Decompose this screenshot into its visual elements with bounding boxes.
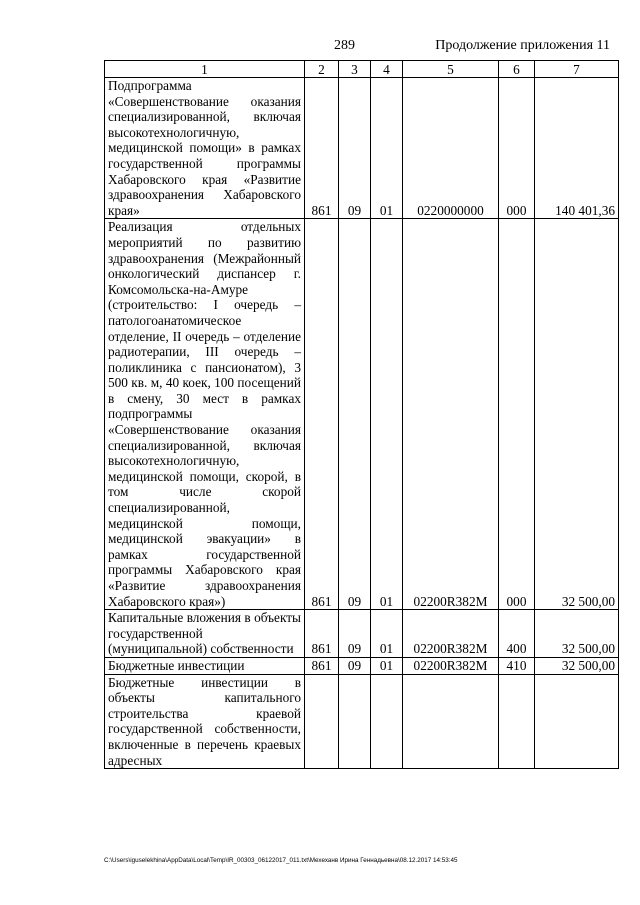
- table-row: [105, 219, 619, 610]
- subsection-code: 01: [371, 657, 403, 674]
- budget-table: [104, 60, 619, 769]
- ministry-code: 861: [305, 219, 339, 610]
- column-header: 4: [371, 61, 403, 78]
- section-code: 09: [339, 78, 371, 219]
- ministry-code: 861: [305, 78, 339, 219]
- column-header: 2: [305, 61, 339, 78]
- amount: 140 401,36: [535, 78, 619, 219]
- file-path-footer: C:\Users\iguselekhina\AppData\Local\Temp\IR_00303_06122017_011.txt\Мехеханв Ирина Геннадьевна\08.12.2017 14:53:45: [104, 857, 458, 864]
- table-row: [105, 657, 619, 674]
- expense-type-code: 000: [499, 78, 535, 219]
- column-header: 1: [105, 61, 305, 78]
- column-header: 7: [535, 61, 619, 78]
- row-name: Бюджетные инвестиции: [105, 657, 305, 674]
- target-article-code: 02200R382M: [403, 219, 499, 610]
- subsection-code: 01: [371, 610, 403, 658]
- table-row: [105, 78, 619, 219]
- appendix-caption: Продолжение приложения 11: [435, 38, 610, 53]
- subsection-code: 01: [371, 219, 403, 610]
- target-article-code: 0220000000: [403, 78, 499, 219]
- page-number: 289: [334, 38, 355, 53]
- column-header: 5: [403, 61, 499, 78]
- target-article-code: 02200R382M: [403, 657, 499, 674]
- expense-type-code: [499, 674, 535, 769]
- target-article-code: [403, 674, 499, 769]
- table-header-row: [105, 61, 619, 78]
- row-name: Реализация отдельных мероприятий по развитию здравоохранения (Межрайонный онкологический диспансер г. Комсомольска-на-Амуре (строительство: I очередь – патологоанатомическое отделение, II очередь – отделение радиотерапии, III очередь – поликлиника с пансионатом), 3 500 кв. м, 40 коек, 100 посещений в смену, 30 мест в рамках подпрограммы «Совершенствование оказания специализированной, включая высокотехнологичную, медицинской помощи, скорой, в том числе скорой специализированной, медицинской помощи, медицинской эвакуации» в рамках государственной программы Хабаровского края «Развитие здравоохранения Хабаровского края»): [105, 219, 305, 610]
- table-row: [105, 610, 619, 658]
- target-article-code: 02200R382M: [403, 610, 499, 658]
- row-name: Подпрограмма «Совершенствование оказания специализированной, включая высокотехнологичную, медицинской помощи» в рамках государственной программы Хабаровского края «Развитие здравоохранения Хабаровского края»: [105, 78, 305, 219]
- amount: 32 500,00: [535, 657, 619, 674]
- expense-type-code: 400: [499, 610, 535, 658]
- amount: 32 500,00: [535, 219, 619, 610]
- section-code: 09: [339, 219, 371, 610]
- amount: 32 500,00: [535, 610, 619, 658]
- ministry-code: 861: [305, 610, 339, 658]
- ministry-code: 861: [305, 657, 339, 674]
- amount: [535, 674, 619, 769]
- subsection-code: [371, 674, 403, 769]
- section-code: 09: [339, 657, 371, 674]
- expense-type-code: 000: [499, 219, 535, 610]
- row-name: Капитальные вложения в объекты государственной (муниципальной) собственности: [105, 610, 305, 658]
- expense-type-code: 410: [499, 657, 535, 674]
- column-header: 3: [339, 61, 371, 78]
- ministry-code: [305, 674, 339, 769]
- section-code: 09: [339, 610, 371, 658]
- section-code: [339, 674, 371, 769]
- column-header: 6: [499, 61, 535, 78]
- row-name: Бюджетные инвестиции в объекты капитального строительства краевой государственной собственности, включенные в перечень краевых адресных: [105, 674, 305, 769]
- subsection-code: 01: [371, 78, 403, 219]
- table-row: [105, 674, 619, 769]
